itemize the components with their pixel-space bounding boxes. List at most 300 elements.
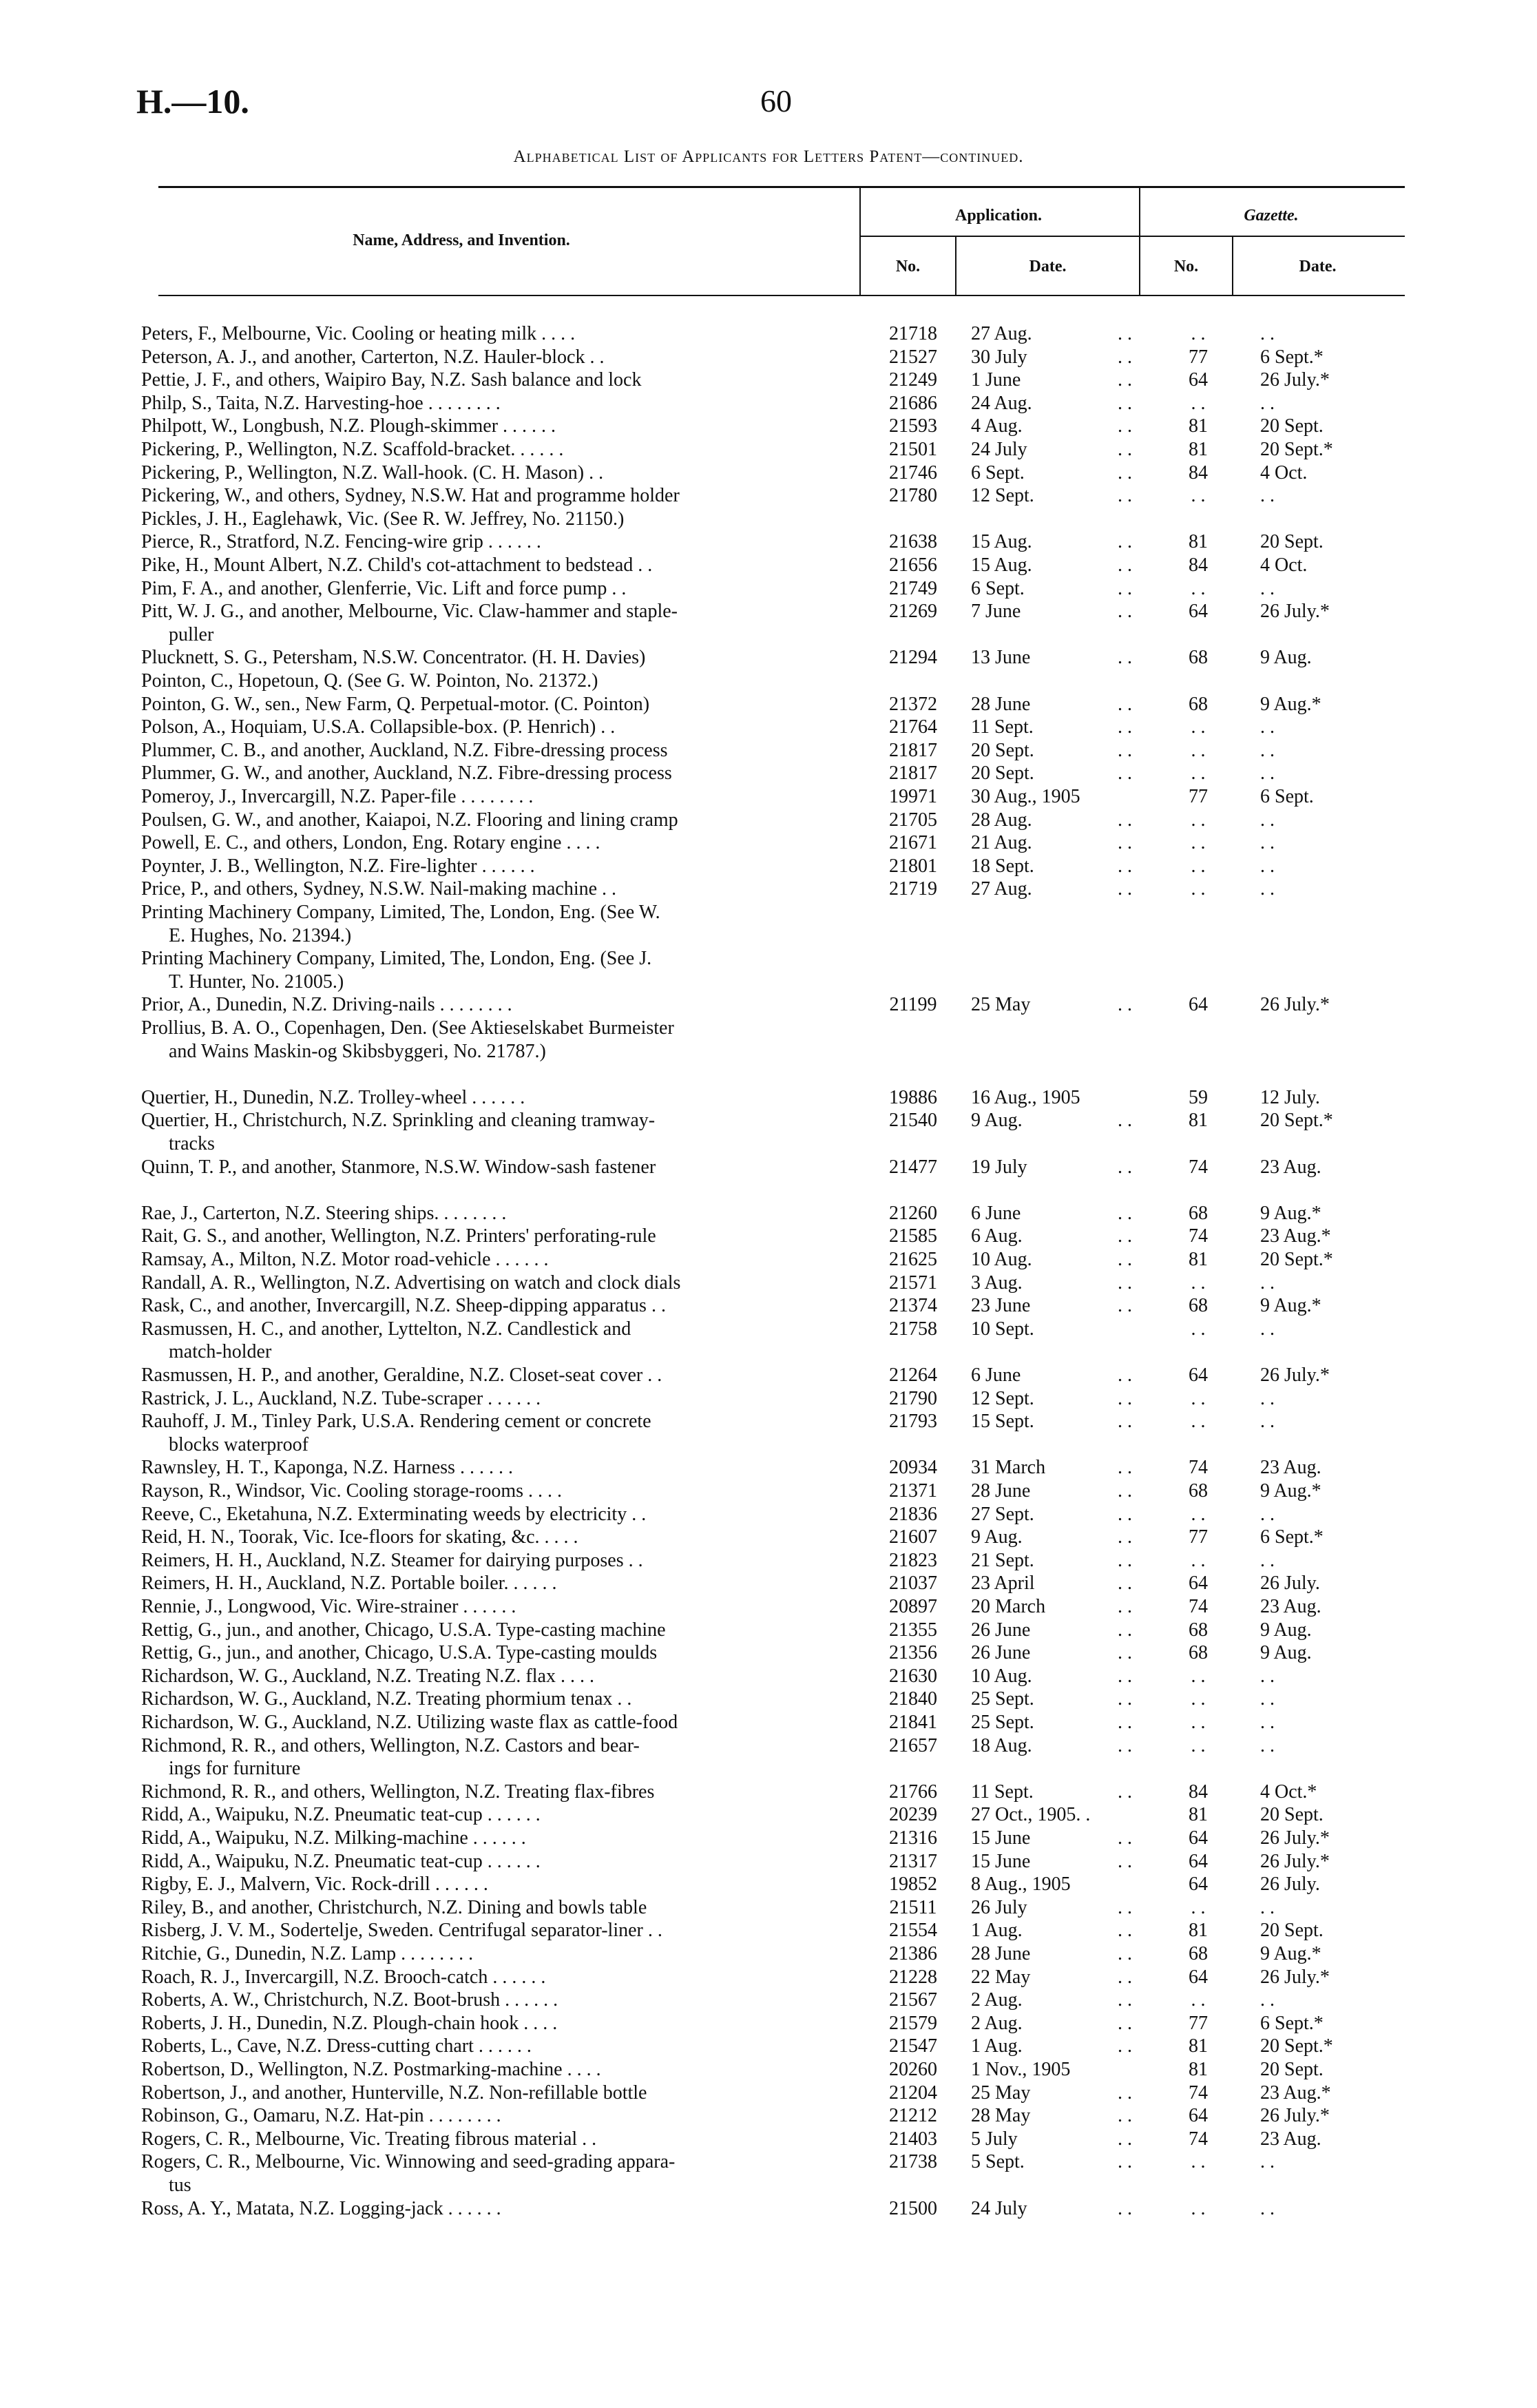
leader-dots-cell: . . bbox=[1118, 878, 1132, 900]
leader-dots-cell: . . bbox=[1118, 1272, 1132, 1294]
applicant-name-cell: Philpott, W., Longbush, N.Z. Plough-skimmer . . . . . . bbox=[141, 415, 556, 437]
applicant-name-cell: Richardson, W. G., Auckland, N.Z. Treating N.Z. flax . . . . bbox=[141, 1665, 594, 1687]
gazette-date-cell: . . bbox=[1260, 1688, 1275, 1710]
application-date-cell: 21 Aug. bbox=[971, 832, 1032, 853]
gazette-date-cell: . . bbox=[1260, 809, 1275, 831]
gazette-date-cell: 9 Aug. bbox=[1260, 1619, 1312, 1641]
gazette-no-cell: 64 bbox=[1189, 2105, 1208, 2126]
table-row bbox=[141, 1318, 1408, 1341]
leader-dots-cell: . . bbox=[1118, 1249, 1132, 1270]
applicant-name-cell: Rayson, R., Windsor, Vic. Cooling storage-rooms . . . . bbox=[141, 1480, 563, 1502]
application-no-cell: 21386 bbox=[889, 1943, 937, 1964]
application-no-cell: 21793 bbox=[889, 1411, 937, 1432]
leader-dots-cell: . . bbox=[1118, 1989, 1132, 2011]
gazette-no-cell: 64 bbox=[1189, 1851, 1208, 1872]
applicant-name-cell: Richmond, R. R., and others, Wellington, N.Z. Treating flax-fibres bbox=[141, 1781, 655, 1803]
gazette-date-cell: 4 Oct.* bbox=[1260, 1781, 1317, 1803]
column-header-gazette: Gazette. bbox=[1244, 207, 1299, 225]
application-no-cell: 21630 bbox=[889, 1665, 937, 1687]
gazette-no-cell: 68 bbox=[1189, 1943, 1208, 1964]
application-date-cell: 26 June bbox=[971, 1642, 1031, 1663]
application-date-cell: 28 May bbox=[971, 2105, 1031, 2126]
column-divider-application bbox=[859, 187, 861, 296]
application-date-cell: 18 Aug. bbox=[971, 1735, 1032, 1756]
applicant-name-cell: Pierce, R., Stratford, N.Z. Fencing-wire grip . . . . . . bbox=[141, 531, 541, 552]
gazette-date-cell: . . bbox=[1260, 2198, 1275, 2219]
application-no-cell: 21705 bbox=[889, 809, 937, 831]
gazette-no-cell: . . bbox=[1191, 762, 1206, 784]
gazette-no-cell: 77 bbox=[1189, 786, 1208, 807]
leader-dots-cell: . . bbox=[1118, 1225, 1132, 1247]
application-no-cell: 21764 bbox=[889, 716, 937, 738]
leader-dots-cell: . . bbox=[1118, 1735, 1132, 1756]
application-no-cell: 19886 bbox=[889, 1087, 937, 1108]
gazette-no-cell: . . bbox=[1191, 1989, 1206, 2011]
application-no-cell: 21212 bbox=[889, 2105, 937, 2126]
table-row bbox=[141, 1595, 1408, 1619]
application-no-cell: 21836 bbox=[889, 1504, 937, 1525]
leader-dots-cell: . . bbox=[1118, 2035, 1132, 2057]
applicant-name-cell: Ramsay, A., Milton, N.Z. Motor road-vehicle . . . . . . bbox=[141, 1249, 549, 1270]
application-no-cell: 21501 bbox=[889, 439, 937, 460]
application-no-cell: 21228 bbox=[889, 1966, 937, 1988]
table-row bbox=[141, 2082, 1408, 2105]
applicant-name-cell: Rettig, G., jun., and another, Chicago, U.S.A. Type-casting moulds bbox=[141, 1642, 658, 1663]
gazette-date-cell: 9 Aug.* bbox=[1260, 1295, 1321, 1316]
table-row bbox=[141, 415, 1408, 438]
leader-dots-cell: . . bbox=[1118, 1619, 1132, 1641]
application-no-cell: 21579 bbox=[889, 2013, 937, 2034]
applicant-name-cell: Rauhoff, J. M., Tinley Park, U.S.A. Rendering cement or concrete bbox=[141, 1411, 651, 1432]
application-date-cell: 30 July bbox=[971, 346, 1027, 368]
gazette-date-cell: . . bbox=[1260, 855, 1275, 877]
application-no-cell: 21585 bbox=[889, 1225, 937, 1247]
gazette-date-cell: 26 July. bbox=[1260, 1573, 1320, 1594]
application-date-cell: 31 March bbox=[971, 1457, 1046, 1478]
leader-dots-cell: . . bbox=[1118, 2082, 1132, 2104]
table-row bbox=[141, 739, 1408, 762]
application-date-cell: 8 Aug., 1905 bbox=[971, 1874, 1071, 1895]
leader-dots-cell: . . bbox=[1118, 694, 1132, 715]
applicant-name-continuation: and Wains Maskin-og Skibsbyggeri, No. 21787.) bbox=[169, 1041, 546, 1062]
applicant-name-cell: Rask, C., and another, Invercargill, N.Z. Sheep-dipping apparatus . . bbox=[141, 1295, 666, 1316]
gazette-date-cell: 20 Sept.* bbox=[1260, 1249, 1333, 1270]
applicant-name-cell: Roberts, A. W., Christchurch, N.Z. Boot-brush . . . . . . bbox=[141, 1989, 558, 2011]
applicant-name-cell: Riley, B., and another, Christchurch, N.Z. Dining and bowls table bbox=[141, 1897, 647, 1918]
application-no-cell: 21355 bbox=[889, 1619, 937, 1641]
column-header-no: No. bbox=[895, 258, 921, 276]
applicant-name-cell: Reimers, H. H., Auckland, N.Z. Steamer for dairying purposes . . bbox=[141, 1550, 643, 1571]
gazette-no-cell: 77 bbox=[1189, 346, 1208, 368]
column-header-date: Date. bbox=[1029, 258, 1067, 276]
application-date-cell: 26 July bbox=[971, 1897, 1027, 1918]
table-row bbox=[141, 1480, 1408, 1503]
leader-dots-cell: . . bbox=[1118, 1712, 1132, 1733]
applicant-name-continuation: puller bbox=[169, 624, 214, 645]
gazette-date-cell: . . bbox=[1260, 1665, 1275, 1687]
leader-dots-cell: . . bbox=[1118, 647, 1132, 668]
application-no-cell: 21571 bbox=[889, 1272, 937, 1294]
gazette-no-cell: 68 bbox=[1189, 1642, 1208, 1663]
application-date-cell: 28 June bbox=[971, 1943, 1031, 1964]
applicant-name-cell: Rawnsley, H. T., Kaponga, N.Z. Harness . . . . . . bbox=[141, 1457, 513, 1478]
table-row bbox=[141, 1572, 1408, 1595]
application-no-cell: 20934 bbox=[889, 1457, 937, 1478]
applicant-name-cell: Powell, E. C., and others, London, Eng. Rotary engine . . . . bbox=[141, 832, 600, 853]
gazette-date-cell: . . bbox=[1260, 1318, 1275, 1340]
gazette-no-cell: 64 bbox=[1189, 1966, 1208, 1988]
applicant-name-cell: Pim, F. A., and another, Glenferrie, Vic. Lift and force pump . . bbox=[141, 578, 627, 599]
application-date-cell: 5 Sept. bbox=[971, 2151, 1025, 2172]
gazette-no-cell: 81 bbox=[1189, 531, 1208, 552]
applicant-name-cell: Ridd, A., Waipuku, N.Z. Milking-machine . . . . . . bbox=[141, 1827, 526, 1849]
application-date-cell: 15 Aug. bbox=[971, 531, 1032, 552]
column-header-name: Name, Address, and Invention. bbox=[353, 231, 570, 249]
gazette-no-cell: . . bbox=[1191, 809, 1206, 831]
applicant-name-cell: Rogers, C. R., Melbourne, Vic. Winnowing and seed-grading appara- bbox=[141, 2151, 676, 2172]
gazette-no-cell: 74 bbox=[1189, 2082, 1208, 2104]
page-number: 60 bbox=[760, 83, 792, 118]
applicant-name-cell: Pickles, J. H., Eaglehawk, Vic. (See R. W. Jeffrey, No. 21150.) bbox=[141, 508, 625, 530]
table-row bbox=[141, 1711, 1408, 1734]
application-date-cell: 23 April bbox=[971, 1573, 1035, 1594]
application-no-cell: 19971 bbox=[889, 786, 937, 807]
table-row bbox=[141, 1156, 1408, 1179]
gazette-no-cell: 77 bbox=[1189, 2013, 1208, 2034]
table-row bbox=[141, 577, 1408, 601]
table-row bbox=[141, 1456, 1408, 1480]
table-row bbox=[141, 1272, 1408, 1295]
table-row bbox=[141, 554, 1408, 577]
application-no-cell: 21766 bbox=[889, 1781, 937, 1803]
applicant-name-cell: Reid, H. N., Toorak, Vic. Ice-floors for skating, &c. . . . . bbox=[141, 1526, 578, 1548]
gazette-no-cell: 59 bbox=[1189, 1087, 1208, 1108]
table-row bbox=[141, 461, 1408, 485]
gazette-date-cell: 20 Sept. bbox=[1260, 1920, 1324, 1941]
leader-dots-cell: . . bbox=[1118, 601, 1132, 622]
gazette-date-cell: 23 Aug.* bbox=[1260, 2082, 1331, 2104]
gazette-date-cell: 9 Aug. bbox=[1260, 1642, 1312, 1663]
table-row bbox=[141, 1202, 1408, 1225]
leader-dots-cell: . . bbox=[1118, 1203, 1132, 1224]
application-no-cell: 21738 bbox=[889, 2151, 937, 2172]
application-no-cell: 21841 bbox=[889, 1712, 937, 1733]
leader-dots-cell: . . bbox=[1118, 485, 1132, 506]
gazette-no-cell: . . bbox=[1191, 716, 1206, 738]
table-row bbox=[141, 1919, 1408, 1942]
leader-dots-cell: . . bbox=[1118, 2198, 1132, 2219]
column-header-gazette-date: Date. bbox=[1299, 258, 1337, 276]
gazette-no-cell: 81 bbox=[1189, 439, 1208, 460]
leader-dots-cell: . . bbox=[1118, 1827, 1132, 1849]
gazette-no-cell: 81 bbox=[1189, 1920, 1208, 1941]
gazette-date-cell: 9 Aug.* bbox=[1260, 1203, 1321, 1224]
leader-dots-cell: . . bbox=[1118, 531, 1132, 552]
application-date-cell: 1 Aug. bbox=[971, 1920, 1023, 1941]
application-no-cell: 21316 bbox=[889, 1827, 937, 1849]
application-no-cell: 21356 bbox=[889, 1642, 937, 1663]
gazette-date-cell: 20 Sept. bbox=[1260, 531, 1324, 552]
leader-dots-cell: . . bbox=[1118, 1364, 1132, 1386]
gazette-date-cell: 4 Oct. bbox=[1260, 554, 1308, 576]
gazette-date-cell: 26 July.* bbox=[1260, 1364, 1330, 1386]
table-row bbox=[141, 1850, 1408, 1874]
applicant-name-continuation: blocks waterproof bbox=[169, 1434, 309, 1455]
table-row bbox=[141, 831, 1408, 855]
applicant-name-cell: Plummer, C. B., and another, Auckland, N.Z. Fibre-dressing process bbox=[141, 740, 668, 761]
application-date-cell: 28 June bbox=[971, 694, 1031, 715]
application-date-cell: 30 Aug., 1905 bbox=[971, 786, 1080, 807]
application-no-cell: 20239 bbox=[889, 1804, 937, 1825]
application-no-cell: 21249 bbox=[889, 369, 937, 391]
application-date-cell: 25 Sept. bbox=[971, 1688, 1034, 1710]
gazette-no-cell: . . bbox=[1191, 1272, 1206, 1294]
application-date-cell: 27 Oct., 1905. . bbox=[971, 1804, 1091, 1825]
leader-dots-cell: . . bbox=[1118, 994, 1132, 1015]
gazette-date-cell: . . bbox=[1260, 1897, 1275, 1918]
gazette-no-cell: 68 bbox=[1189, 1619, 1208, 1641]
application-date-cell: 9 Aug. bbox=[971, 1526, 1023, 1548]
gazette-date-cell: 23 Aug.* bbox=[1260, 1225, 1331, 1247]
table-row bbox=[141, 484, 1408, 508]
gazette-no-cell: . . bbox=[1191, 578, 1206, 599]
leader-dots-cell: . . bbox=[1118, 346, 1132, 368]
applicant-name-cell: Rettig, G., jun., and another, Chicago, U.S.A. Type-casting machine bbox=[141, 1619, 666, 1641]
applicant-name-cell: Rennie, J., Longwood, Vic. Wire-strainer . . . . . . bbox=[141, 1596, 516, 1617]
applicant-name-cell: Richardson, W. G., Auckland, N.Z. Treating phormium tenax . . bbox=[141, 1688, 632, 1710]
application-no-cell: 21540 bbox=[889, 1110, 937, 1131]
applicant-name-cell: Rasmussen, H. P., and another, Geraldine, N.Z. Closet-seat cover . . bbox=[141, 1364, 662, 1386]
application-date-cell: 15 Sept. bbox=[971, 1411, 1034, 1432]
applicant-name-cell: Rae, J., Carterton, N.Z. Steering ships. . . . . . . . bbox=[141, 1203, 507, 1224]
applicant-name-cell: Prior, A., Dunedin, N.Z. Driving-nails . . . . . . . . bbox=[141, 994, 512, 1015]
header-bottom-rule bbox=[158, 295, 1405, 296]
leader-dots-cell: . . bbox=[1118, 2151, 1132, 2172]
document-reference: H.—10. bbox=[136, 82, 249, 121]
applicant-name-cell: Quertier, H., Christchurch, N.Z. Sprinkling and cleaning tramway- bbox=[141, 1110, 656, 1131]
applicant-name-cell: Rastrick, J. L., Auckland, N.Z. Tube-scraper . . . . . . bbox=[141, 1388, 541, 1409]
applicant-name-cell: Pointon, C., Hopetoun, Q. (See G. W. Pointon, No. 21372.) bbox=[141, 670, 598, 692]
table-row bbox=[141, 670, 1408, 693]
application-date-cell: 27 Aug. bbox=[971, 878, 1032, 900]
table-row bbox=[141, 1364, 1408, 1387]
application-no-cell: 21500 bbox=[889, 2198, 937, 2219]
application-no-cell: 21317 bbox=[889, 1851, 937, 1872]
applicant-name-cell: Pike, H., Mount Albert, N.Z. Child's cot-attachment to bedstead . . bbox=[141, 554, 653, 576]
application-date-cell: 12 Sept. bbox=[971, 485, 1034, 506]
table-row bbox=[141, 346, 1408, 369]
applicant-name-cell: Ritchie, G., Dunedin, N.Z. Lamp . . . . . . . . bbox=[141, 1943, 474, 1964]
application-no-cell: 21374 bbox=[889, 1295, 937, 1316]
leader-dots-cell: . . bbox=[1118, 369, 1132, 391]
application-no-cell: 21567 bbox=[889, 1989, 937, 2011]
gazette-date-cell: . . bbox=[1260, 578, 1275, 599]
table-row bbox=[141, 693, 1408, 716]
gazette-date-cell: . . bbox=[1260, 323, 1275, 344]
gazette-date-cell: . . bbox=[1260, 2151, 1275, 2172]
applicant-name-cell: Rigby, E. J., Malvern, Vic. Rock-drill . . . . . . bbox=[141, 1874, 488, 1895]
application-date-cell: 24 Aug. bbox=[971, 393, 1032, 414]
table-row bbox=[141, 600, 1408, 623]
applicant-name-cell: Plummer, G. W., and another, Auckland, N.Z. Fibre-dressing process bbox=[141, 762, 672, 784]
gazette-date-cell: 23 Aug. bbox=[1260, 1457, 1321, 1478]
application-no-cell: 21718 bbox=[889, 323, 937, 344]
application-date-cell: 15 Aug. bbox=[971, 554, 1032, 576]
application-date-cell: 20 March bbox=[971, 1596, 1046, 1617]
table-row bbox=[141, 2035, 1408, 2058]
gazette-no-cell: . . bbox=[1191, 1712, 1206, 1733]
application-no-cell: 21593 bbox=[889, 415, 937, 437]
leader-dots-cell: . . bbox=[1118, 740, 1132, 761]
gazette-no-cell: 64 bbox=[1189, 1364, 1208, 1386]
applicant-name-cell: Randall, A. R., Wellington, N.Z. Advertising on watch and clock dials bbox=[141, 1272, 681, 1294]
gazette-date-cell: . . bbox=[1260, 1735, 1275, 1756]
application-no-cell: 21625 bbox=[889, 1249, 937, 1270]
gazette-no-cell: . . bbox=[1191, 1735, 1206, 1756]
leader-dots-cell: . . bbox=[1118, 1897, 1132, 1918]
gazette-no-cell: 74 bbox=[1189, 1225, 1208, 1247]
applicant-name-cell: Printing Machinery Company, Limited, The, London, Eng. (See W. bbox=[141, 902, 660, 923]
application-no-cell: 21199 bbox=[889, 994, 937, 1015]
gazette-no-cell: 84 bbox=[1189, 462, 1208, 484]
table-row bbox=[141, 878, 1408, 901]
application-date-cell: 26 June bbox=[971, 1619, 1031, 1641]
application-date-cell: 11 Sept. bbox=[971, 1781, 1034, 1803]
application-date-cell: 4 Aug. bbox=[971, 415, 1023, 437]
application-no-cell: 21817 bbox=[889, 740, 937, 761]
table-row bbox=[141, 1641, 1408, 1665]
applicant-name-cell: Poynter, J. B., Wellington, N.Z. Fire-lighter . . . . . . bbox=[141, 855, 535, 877]
table-row bbox=[141, 855, 1408, 878]
application-no-cell: 21554 bbox=[889, 1920, 937, 1941]
application-date-cell: 3 Aug. bbox=[971, 1272, 1023, 1294]
table-row bbox=[141, 1688, 1408, 1711]
gazette-date-cell: . . bbox=[1260, 716, 1275, 738]
table-row bbox=[141, 2197, 1408, 2221]
gazette-no-cell: . . bbox=[1191, 1688, 1206, 1710]
application-no-cell: 21264 bbox=[889, 1364, 937, 1386]
gazette-no-cell: . . bbox=[1191, 855, 1206, 877]
applicant-name-cell: Ross, A. Y., Matata, N.Z. Logging-jack . . . . . . bbox=[141, 2198, 501, 2219]
column-divider-gazette bbox=[1139, 187, 1140, 296]
gazette-no-cell: 68 bbox=[1189, 647, 1208, 668]
application-date-cell: 10 Aug. bbox=[971, 1665, 1032, 1687]
table-row bbox=[141, 1225, 1408, 1248]
application-no-cell: 21294 bbox=[889, 647, 937, 668]
table-row bbox=[141, 1989, 1408, 2012]
gazette-no-cell: . . bbox=[1191, 393, 1206, 414]
table-row bbox=[141, 716, 1408, 739]
leader-dots-cell: . . bbox=[1118, 832, 1132, 853]
leader-dots-cell: . . bbox=[1118, 323, 1132, 344]
table-row bbox=[141, 1248, 1408, 1272]
leader-dots-cell: . . bbox=[1118, 439, 1132, 460]
applicant-name-continuation: tus bbox=[169, 2175, 191, 2196]
gazette-date-cell: . . bbox=[1260, 1504, 1275, 1525]
applicant-name-cell: Pickering, P., Wellington, N.Z. Wall-hook. (C. H. Mason) . . bbox=[141, 462, 604, 484]
table-row bbox=[141, 1896, 1408, 1920]
leader-dots-cell: . . bbox=[1118, 1851, 1132, 1872]
application-date-cell: 1 June bbox=[971, 369, 1021, 391]
page-caption: Alphabetical List of Applicants for Letters Patent—continued. bbox=[513, 147, 1024, 166]
gazette-date-cell: 23 Aug. bbox=[1260, 1596, 1321, 1617]
application-no-cell: 19852 bbox=[889, 1874, 937, 1895]
application-date-cell: 13 June bbox=[971, 647, 1031, 668]
application-no-cell: 21780 bbox=[889, 485, 937, 506]
gazette-date-cell: 23 Aug. bbox=[1260, 1156, 1321, 1178]
gazette-no-cell: 74 bbox=[1189, 2128, 1208, 2150]
leader-dots-cell: . . bbox=[1118, 415, 1132, 437]
applicant-name-cell: Robinson, G., Oamaru, N.Z. Hat-pin . . . . . . . . bbox=[141, 2105, 501, 2126]
leader-dots-cell: . . bbox=[1118, 1480, 1132, 1502]
applicant-name-continuation: E. Hughes, No. 21394.) bbox=[169, 925, 352, 946]
gazette-no-cell: 68 bbox=[1189, 1203, 1208, 1224]
gazette-no-cell: 81 bbox=[1189, 2035, 1208, 2057]
header-top-rule bbox=[158, 186, 1405, 188]
gazette-date-cell: 6 Sept.* bbox=[1260, 346, 1324, 368]
leader-dots-cell: . . bbox=[1118, 554, 1132, 576]
table-row bbox=[141, 2058, 1408, 2082]
leader-dots-cell: . . bbox=[1118, 1573, 1132, 1594]
table-row bbox=[141, 1619, 1408, 1642]
gazette-date-cell: 26 July.* bbox=[1260, 1851, 1330, 1872]
gazette-date-cell: 20 Sept. bbox=[1260, 2059, 1324, 2080]
gazette-date-cell: 6 Sept. bbox=[1260, 786, 1314, 807]
leader-dots-cell: . . bbox=[1118, 2105, 1132, 2126]
table-row bbox=[141, 1803, 1408, 1827]
application-no-cell: 20897 bbox=[889, 1596, 937, 1617]
application-date-cell: 22 May bbox=[971, 1966, 1031, 1988]
application-no-cell: 21511 bbox=[889, 1897, 937, 1918]
application-no-cell: 21371 bbox=[889, 1480, 937, 1502]
gazette-no-cell: 64 bbox=[1189, 1874, 1208, 1895]
leader-dots-cell: . . bbox=[1118, 2013, 1132, 2034]
gazette-date-cell: 26 July.* bbox=[1260, 601, 1330, 622]
applicant-name-cell: Pettie, J. F., and others, Waipiro Bay, N.Z. Sash balance and lock bbox=[141, 369, 642, 391]
gazette-date-cell: 26 July.* bbox=[1260, 2105, 1330, 2126]
gazette-no-cell: 81 bbox=[1189, 2059, 1208, 2080]
application-date-cell: 25 Sept. bbox=[971, 1712, 1034, 1733]
gazette-no-cell: . . bbox=[1191, 2151, 1206, 2172]
applicant-name-cell: Peterson, A. J., and another, Carterton, N.Z. Hauler-block . . bbox=[141, 346, 605, 368]
application-date-cell: 1 Nov., 1905 bbox=[971, 2059, 1071, 2080]
applicant-name-cell: Rogers, C. R., Melbourne, Vic. Treating fibrous material . . bbox=[141, 2128, 597, 2150]
table-row bbox=[141, 901, 1408, 924]
application-no-cell: 21372 bbox=[889, 694, 937, 715]
application-no-cell: 21790 bbox=[889, 1388, 937, 1409]
application-no-cell: 21746 bbox=[889, 462, 937, 484]
gazette-date-cell: 23 Aug. bbox=[1260, 2128, 1321, 2150]
applicant-name-cell: Plucknett, S. G., Petersham, N.S.W. Concentrator. (H. H. Davies) bbox=[141, 647, 646, 668]
table-row bbox=[141, 2128, 1408, 2151]
table-row bbox=[141, 508, 1408, 531]
applicant-name-cell: Poulsen, G. W., and another, Kaiapoi, N.Z. Flooring and lining cramp bbox=[141, 809, 678, 831]
gazette-no-cell: 68 bbox=[1189, 1295, 1208, 1316]
leader-dots-cell: . . bbox=[1118, 1457, 1132, 1478]
gazette-date-cell: . . bbox=[1260, 762, 1275, 784]
application-no-cell: 21749 bbox=[889, 578, 937, 599]
application-date-cell: 20 Sept. bbox=[971, 740, 1034, 761]
application-date-cell: 28 Aug. bbox=[971, 809, 1032, 831]
application-date-cell: 24 July bbox=[971, 439, 1027, 460]
applicant-name-cell: Ridd, A., Waipuku, N.Z. Pneumatic teat-cup . . . . . . bbox=[141, 1851, 541, 1872]
gazette-date-cell: 26 July.* bbox=[1260, 1966, 1330, 1988]
application-date-cell: 27 Aug. bbox=[971, 323, 1032, 344]
gazette-no-cell: 68 bbox=[1189, 1480, 1208, 1502]
leader-dots-cell: . . bbox=[1118, 1966, 1132, 1988]
applicant-name-cell: Peters, F., Melbourne, Vic. Cooling or heating milk . . . . bbox=[141, 323, 576, 344]
application-date-cell: 25 May bbox=[971, 994, 1031, 1015]
